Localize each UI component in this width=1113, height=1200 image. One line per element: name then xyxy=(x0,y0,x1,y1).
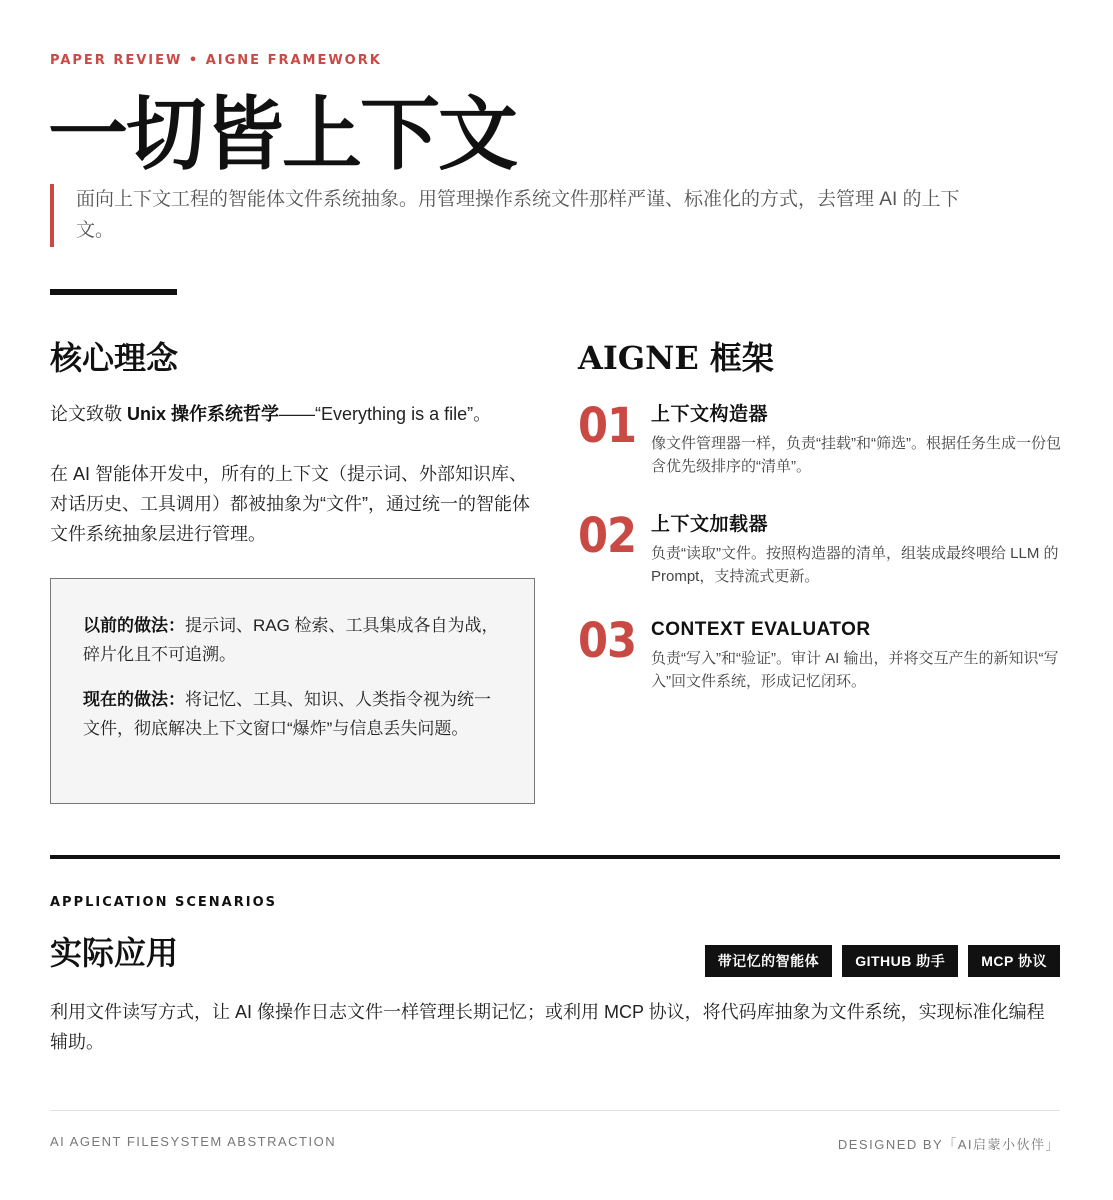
framework-item-loader xyxy=(578,508,1063,602)
framework-item-number: 01 xyxy=(578,398,637,454)
tag-memory-agent: 带记忆的智能体 xyxy=(705,945,833,977)
application-description: 利用文件读写方式，让 AI 像操作日志文件一样管理长期记忆；或利用 MCP 协议，将代码库抽象为文件系统，实现标准化编程辅助。 xyxy=(50,1002,1045,1052)
core-paragraph-1: 论文致敬 Unix 操作系统哲学——“Everything is a file”。 xyxy=(50,404,492,424)
tag-github-assistant: GITHUB 助手 xyxy=(842,945,958,977)
footer-credit: DESIGNED BY「AI启蒙小伙伴」 xyxy=(837,1137,1060,1152)
application-section-title: 实际应用 xyxy=(50,934,179,972)
framework-item-desc: 负责“读取”文件。按照构造器的清单，组装成最终喂给 LLM 的 Prompt，支持流式更新。 xyxy=(651,545,1059,585)
framework-item-number: 02 xyxy=(578,508,637,564)
framework-item-title: CONTEXT EVALUATOR xyxy=(651,619,871,640)
application-kicker: APPLICATION SCENARIOS xyxy=(50,895,277,910)
now-label: 现在的做法： xyxy=(83,690,185,709)
section-divider xyxy=(50,855,1060,859)
tag-list xyxy=(705,945,1060,977)
tag-mcp-protocol: MCP 协议 xyxy=(968,945,1060,977)
core-section-title: 核心理念 xyxy=(50,339,179,377)
footer-left-text: AI AGENT FILESYSTEM ABSTRACTION xyxy=(50,1134,337,1149)
framework-item-desc: 像文件管理器一样，负责“挂载”和“筛选”。根据任务生成一份包含优先级排序的“清单”。 xyxy=(651,435,1061,475)
before-label: 以前的做法： xyxy=(83,616,185,635)
framework-item-title: 上下文加载器 xyxy=(651,514,769,535)
framework-item-number: 03 xyxy=(578,613,637,669)
comparison-box xyxy=(50,578,535,804)
framework-item-evaluator xyxy=(578,613,1063,707)
title-underline-divider xyxy=(50,289,177,295)
core-paragraph-2: 在 AI 智能体开发中，所有的上下文（提示词、外部知识库、对话历史、工具调用）都被抽象为“文件”，通过统一的智能体文件系统抽象层进行管理。 xyxy=(50,464,530,544)
framework-item-title: 上下文构造器 xyxy=(651,404,769,425)
framework-item-constructor xyxy=(578,398,1063,492)
kicker: PAPER REVIEW • AIGNE FRAMEWORK xyxy=(50,53,382,68)
before-approach: 以前的做法：提示词、RAG 检索、工具集成各自为战，碎片化且不可追溯。 xyxy=(83,616,499,664)
framework-section-title: AIGNE 框架 xyxy=(578,339,774,377)
footer-divider xyxy=(50,1110,1060,1111)
core-highlight: Unix 操作系统哲学 xyxy=(127,404,280,424)
page-title: 一切皆上下文 xyxy=(48,87,516,181)
subtitle: 面向上下文工程的智能体文件系统抽象。用管理操作系统文件那样严谨、标准化的方式，去管理 AI 的上下文。 xyxy=(50,184,980,247)
framework-item-desc: 负责“写入”和“验证”。审计 AI 输出，并将交互产生的新知识“写入”回文件系统，形成记忆闭环。 xyxy=(651,650,1059,690)
now-approach: 现在的做法：将记忆、工具、知识、人类指令视为统一文件，彻底解决上下文窗口“爆炸”与信息丢失问题。 xyxy=(83,690,491,738)
